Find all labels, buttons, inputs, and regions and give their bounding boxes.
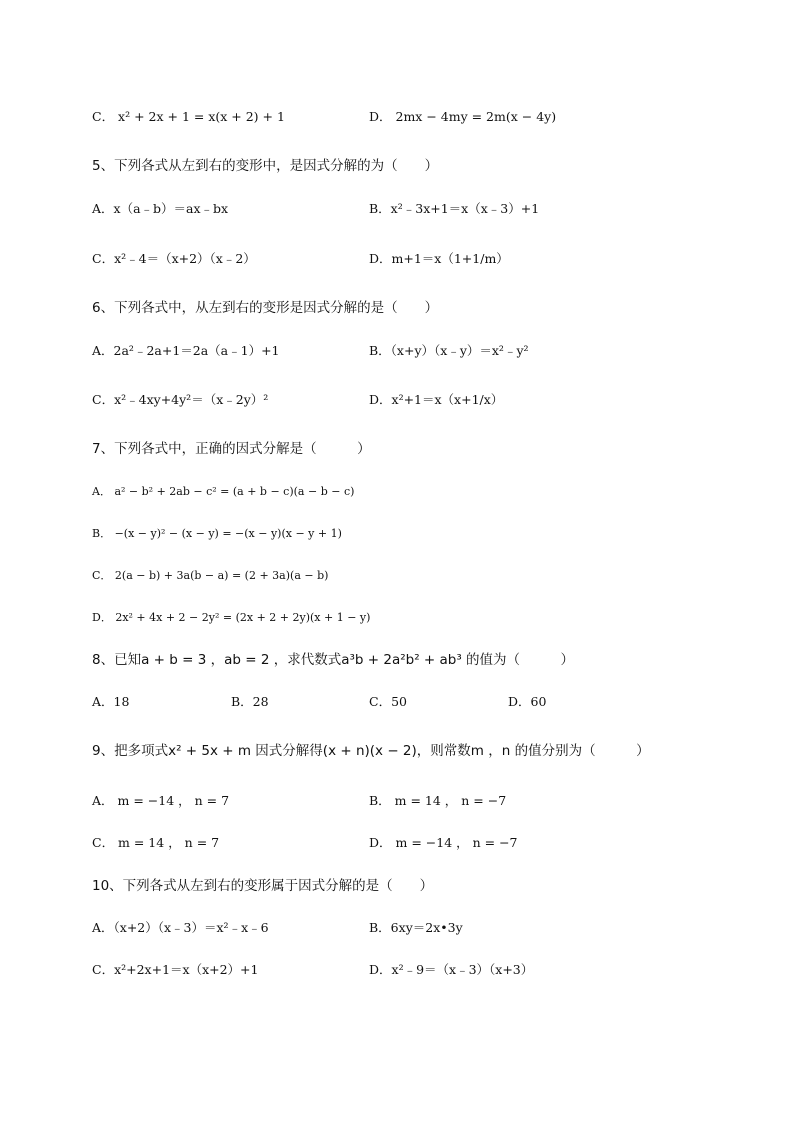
q10-option-a: A．（x+2）（x﹣3）＝x²﹣x﹣6 — [92, 920, 269, 935]
q9-option-a: A． m = −14 ， n = 7 — [92, 793, 230, 808]
q7-option-c: C． 2(a − b) + 3a(b − a) = (2 + 3a)(a − b) — [92, 569, 329, 582]
q6-stem: 6、下列各式中，从左到右的变形是因式分解的是（ ） — [92, 300, 439, 316]
q8-option-b: B．28 — [231, 694, 269, 709]
q4-option-d: D． 2mx − 4my = 2m(x − 4y) — [369, 109, 557, 124]
q8-option-d: D．60 — [508, 694, 547, 709]
q10-option-b: B．6xy＝2x•3y — [369, 920, 463, 935]
q7-option-d: D． 2x² + 4x + 2 − 2y² = (2x + 2 + 2y)(x + 1 − y) — [92, 611, 371, 624]
q6-option-b: B．（x+y）（x﹣y）＝x²﹣y² — [369, 343, 529, 358]
q6-option-a: A．2a²﹣2a+1＝2a（a﹣1）+1 — [92, 343, 280, 358]
q5-option-d: D．m+1＝x（1+1/m） — [369, 251, 509, 266]
q6-option-c: C．x²﹣4xy+4y²＝（x﹣2y）² — [92, 392, 269, 407]
q7-option-a: A． a² − b² + 2ab − c² = (a + b − c)(a − b − c) — [92, 485, 355, 498]
q5-option-c: C．x²﹣4＝（x+2）（x﹣2） — [92, 251, 256, 266]
q6-option-d: D．x²+1＝x（x+1/x） — [369, 392, 504, 407]
q7-stem: 7、下列各式中，正确的因式分解是（ ） — [92, 441, 371, 457]
q8-option-c: C．50 — [369, 694, 407, 709]
q5-option-a: A．x（a﹣b）＝ax﹣bx — [92, 201, 229, 216]
q9-option-b: B． m = 14 ， n = −7 — [369, 793, 507, 808]
q8-option-a: A．18 — [92, 694, 130, 709]
q9-option-d: D． m = −14 ， n = −7 — [369, 835, 518, 850]
q5-option-b: B．x²﹣3x+1＝x（x﹣3）+1 — [369, 201, 540, 216]
q9-stem: 9、把多项式x² + 5x + m 因式分解得(x + n)(x − 2)，则常数m ，n 的值分别为（ ） — [92, 743, 650, 759]
q10-option-c: C．x²+2x+1＝x（x+2）+1 — [92, 962, 259, 977]
q5-stem: 5、下列各式从左到右的变形中，是因式分解的为（ ） — [92, 158, 439, 174]
q4-option-c: C． x² + 2x + 1 = x(x + 2) + 1 — [92, 109, 285, 124]
q8-stem: 8、已知a + b = 3 ，ab = 2 ，求代数式a³b + 2a²b² + ab³ 的值为（ ） — [92, 652, 575, 668]
q7-option-b: B． −(x − y)² − (x − y) = −(x − y)(x − y + 1) — [92, 527, 342, 540]
q9-option-c: C． m = 14 ， n = 7 — [92, 835, 220, 850]
q10-option-d: D．x²﹣9＝（x﹣3）（x+3） — [369, 962, 534, 977]
q10-stem: 10、下列各式从左到右的变形属于因式分解的是（ ） — [92, 878, 434, 894]
